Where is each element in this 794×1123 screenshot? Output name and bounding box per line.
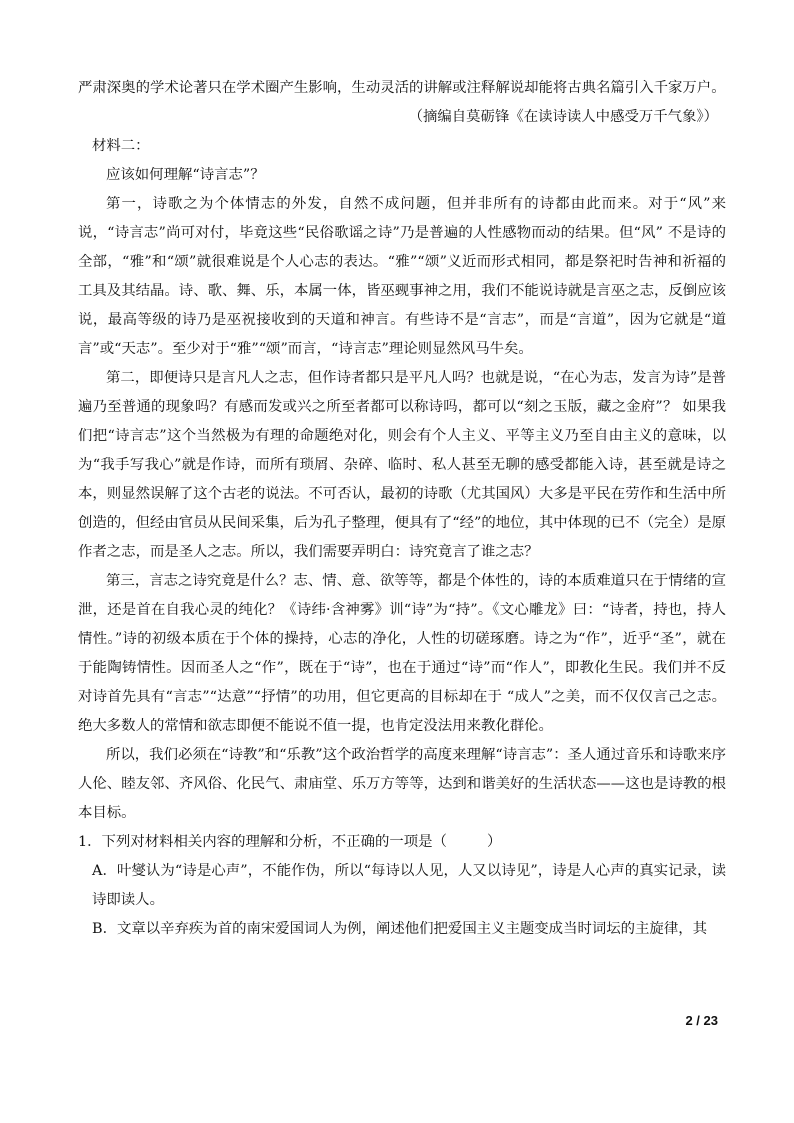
question-1-text: 1．下列对材料相关内容的理解和分析，不正确的一项是（ [78,834,447,850]
material2-paragraph-4: 所以，我们必须在“诗教”和“乐教”这个政治哲学的高度来理解“诗言志”：圣人通过音乐和诗歌来序人伦、睦友邻、齐风俗、化民气、肃庙堂、乐万方等等，达到和谐美好的生活状态——这也是诗教的根本目标。 [78,747,726,821]
material2-paragraph-3: 第三，言志之诗究竟是什么？志、情、意、欲等等，都是个体性的，诗的本质难道只在于情绪的宣泄，还是首在自我心灵的纯化？《诗纬·含神雾》训“诗”为“持”。《文心雕龙》曰：“诗者，持也，持人情性。”诗的初级本质在于个体的操持，心志的净化，人性的切磋琢磨。诗之为“作”，近乎“圣”，就在于能陶铸情性。因而圣人之“作”，既在于“诗”，也在于通过“诗”而“作人”，即教化生民。我们并不反对诗首先具有“言志”“达意”“抒情”的功用，但它更高的目标却在于 “成人”之美，而不仅仅言己之志。绝大多数人的常情和欲志即便不能说不值一提，也肯定没法用来教化群伦。 [78,573,726,734]
material2-intro-question: 应该如何理解“诗言志”？ [106,167,265,183]
material2-label: 材料二： [92,138,150,154]
material2-paragraph-1: 第一，诗歌之为个体情志的外发，自然不成问题，但并非所有的诗都由此而来。对于“风”来说，“诗言志”尚可对付，毕竟这些“民俗歌谣之诗”乃是普遍的人性感物而动的结果。但“风” 不是诗的全部，“雅”和“颂”就很难说是个人心志的表达。“雅”“颂”义近而形式相同，都是祭祀时告神和祈福的工具及其结晶。诗、歌、舞、乐，本属一体，皆巫觋事神之用，我们不能说诗就是言巫之志，反倒应该说，最高等级的诗乃是巫祝接收到的天道和神言。有些诗不是“言志”，而是“言道”，因为它就是“道言”或“天志”。至少对于“雅”“颂”而言，“诗言志”理论则显然风马牛矣。 [78,196,726,357]
question-1-option-b: B．文章以辛弃疾为首的南宋爱国词人为例，阐述他们把爱国主义主题变成当时词坛的主旋律，其 [92,921,707,937]
question-1-stem [78,828,726,857]
material1-source-citation: （摘编自莫砺锋《在读诗读人中感受万千气象》） [408,109,718,125]
page-number: 2 / 23 [685,1013,718,1028]
material2-paragraph-2: 第二，即便诗只是言凡人之志，但作诗者都只是平凡人吗？也就是说，“在心为志，发言为诗”是普遍乃至普通的现象吗？有感而发或兴之所至者都可以称诗吗，都可以“刻之玉版，藏之金府”？ 如果我们把“诗言志”这个当然极为有理的命题绝对化，则会有个人主义、平等主义乃至自由主义的意味，以为“我手写我心”就是作诗，而所有琐屑、杂碎、临时、私人甚至无聊的感受都能入诗，甚至就是诗之本，则显然误解了这个古老的说法。不可否认，最初的诗歌（尤其国风）大多是平民在劳作和生活中所创造的，但经由官员从民间采集，后为孔子整理，便具有了“经”的地位，其中体现的已不（完全）是原作者之志，而是圣人之志。所以，我们需要弄明白：诗究竟言了谁之志？ [78,370,726,560]
question-1-option-a: A．叶燮认为“诗是心声”，不能作伪，所以“每诗以人见，人又以诗见”，诗是人心声的真实记录，读诗即读人。 [92,863,726,908]
document-body [78,74,726,944]
material1-ending-paragraph: 严肃深奥的学术论著只在学术圈产生影响，生动灵活的讲解或注释解说却能将古典名篇引入千家万户。 [78,80,726,96]
question-1-close-paren: ） [486,834,502,850]
